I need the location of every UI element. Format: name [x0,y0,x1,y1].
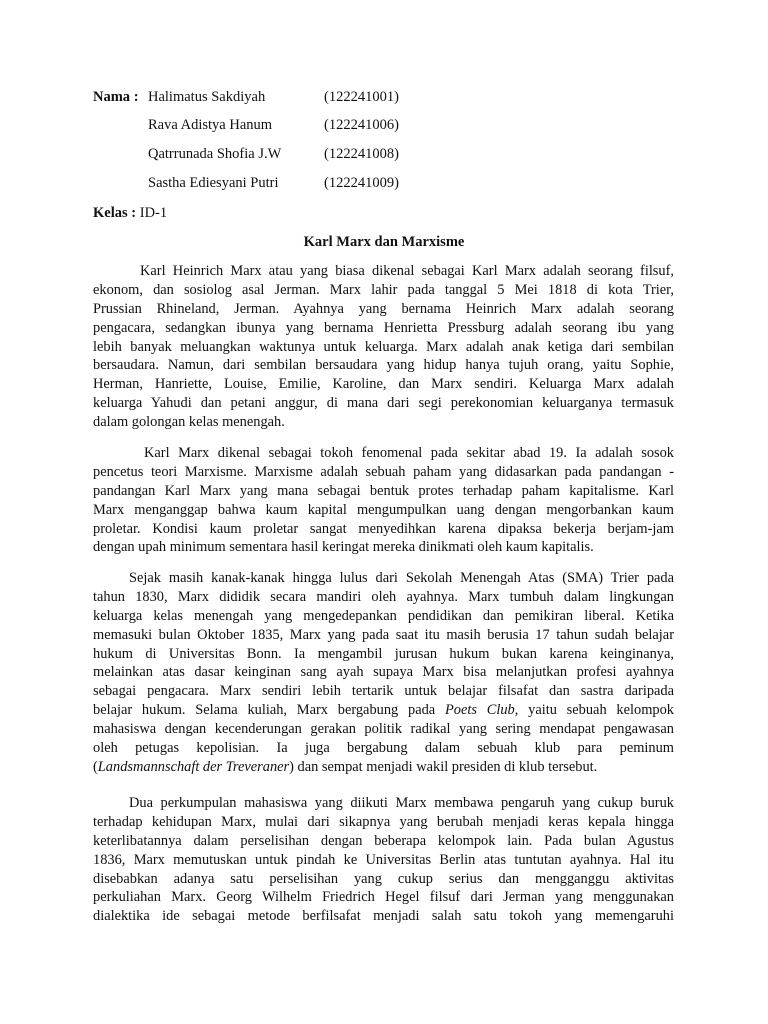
paragraph-line: sebagai pengacara. Marx sendiri lebih tertarik untuk belajar filsafat dan sastra daripada [93,683,674,700]
kelas-label: Kelas [93,205,128,221]
member-name: Halimatus Sakdiyah [148,89,266,105]
paragraph-line: Marx menganggap bahwa kaum kapital mengumpulkan uang dengan mengorbankan kaum [93,501,674,518]
nama-label-row [93,88,139,106]
paragraph-line: mahasiswa dengan kecenderungan gerakan politik radikal yang sering mendapat pengawasan [93,721,674,738]
paragraph-line: melainkan atas dasar keinginan sang ayah supaya Marx bisa melanjutkan profesi ayahnya [93,664,674,681]
paragraph-line: keluarga Yahudi dan petani anggur, di mana dari segi perekonomian keluarganya termasuk [93,395,674,412]
member-name: Qatrrunada Shofia J.W [148,146,282,162]
paragraph-line: proletar. Kondisi kaum proletar sangat menyedihkan karena dipaksa bekerja berjam-jam [93,520,674,537]
paragraph-line: pencetus teori Marxisme. Marxisme adalah sebuah paham yang didasarkan pada pandangan - [93,463,674,480]
line-text: ( [93,758,98,775]
member-name: Sastha Ediesyani Putri [148,175,279,191]
paragraph-line: Karl Heinrich Marx atau yang biasa dikenal sebagai Karl Marx adalah seorang filsuf, [140,263,674,279]
paragraph-line: pandangan Karl Marx yang mana sebagai bentuk protes terhadap paham kapitalisme. Karl [93,482,674,499]
member-nim: (122241001) [324,89,399,105]
paragraph-line: dengan upah minimum sementara hasil keringat mereka dinikmati oleh kaum kapitalis. [93,539,594,556]
paragraph-line: bersaudara. Namun, dari sembilan bersaudara yang hidup hanya tujuh orang, yaitu Sophie, [93,357,674,374]
paragraph-line: Sejak masih kanak-kanak hingga lulus dari Sekolah Menengah Atas (SMA) Trier pada [129,570,674,586]
paragraph-line: dalam golongan kelas menengah. [93,414,285,431]
paragraph-line: disebabkan adanya satu perselisihan yang cukup serius dan mengganggu aktivitas [93,870,674,887]
paragraph-line: 1836, Marx memutuskan untuk pindah ke Universitas Berlin atas tuntutan ayahnya. Hal itu [93,851,674,868]
nama-colon: : [133,89,139,105]
paragraph-line: oleh petugas kepolisian. Ia juga bergabung dalam sebuah klub para peminum [93,740,674,757]
kelas-colon: : [131,205,137,221]
document-title: Karl Marx dan Marxisme [303,234,465,250]
member-name: Rava Adistya Hanum [148,117,273,133]
line-text: ) dan sempat menjadi wakil presiden di klub tersebut. [289,758,598,775]
paragraph-line: keterlibatannya dalam perselisihan dengan beberapa kelompok lain. Pada bulan Agustus [93,832,674,849]
kelas-value: ID-1 [139,205,168,221]
member-nim: (122241006) [324,117,399,133]
paragraph-line: perkuliahan Marx. Georg Wilhelm Friedrich Hegel filsuf dari Jerman yang menggunakan [93,889,674,906]
paragraph-3 [93,569,674,777]
paragraph-line: tahun 1830, Marx dididik secara mandiri oleh ayahnya. Marx tumbuh dalam lingkungan [93,588,674,605]
paragraph-line: pengacara, sedangkan ibunya yang bernama Henrietta Pressburg adalah seorang ibu yang [93,319,674,336]
member-nim: (122241008) [324,146,399,162]
paragraph-line: Karl Marx dikenal sebagai tokoh fenomenal pada sekitar abad 19. Ia adalah sosok [144,445,674,461]
paragraph-line: keluarga kelas menengah yang mengedepankan pendidikan dan pemikiran liberal. Ketika [93,607,674,624]
paragraph-line: terhadap kehidupan Marx, mulai dari sikapnya yang berubah menjadi keras kepala hingga [93,813,674,830]
paragraph-line: Dua perkumpulan mahasiswa yang diikuti Marx membawa pengaruh yang cukup buruk [129,795,674,811]
paragraph-line [93,701,674,720]
line-text: belajar hukum. Selama kuliah, Marx bergabung pada [93,702,436,719]
italic-term: Landsmannschaft der Treveraner [97,758,290,775]
paragraph-line: dialektika ide sebagai metode berfilsafat menjadi salah satu tokoh yang memengaruhi [93,908,674,925]
kelas-row [93,204,167,222]
line-text: , yaitu sebuah kelompok [514,702,674,719]
paragraph-line: ekonom, dan sosiolog asal Jerman. Marx lahir pada tanggal 5 Mei 1818 di kota Trier, [93,281,674,298]
paragraph-line: lebih banyak meluangkan waktunya untuk keluarga. Marx adalah anak ketiga dari sembilan [93,338,674,355]
paragraph-4 [93,794,674,926]
member-nim: (122241009) [324,175,399,191]
nama-label: Nama [93,89,131,105]
paragraph-2 [93,444,674,557]
italic-term: Poets Club [444,702,515,719]
paragraph-line: memasuki bulan Oktober 1835, Marx yang pada saat itu masih berusia 17 tahun sudah belajar [93,626,674,643]
paragraph-line: hukum di Universitas Bonn. Ia mengambil jurusan hukum bukan karena keinginanya, [93,645,674,662]
paragraph-1 [93,262,674,432]
paragraph-line [93,758,674,777]
paragraph-line: Herman, Hanriette, Louise, Emilie, Karoline, dan Marx sendiri. Keluarga Marx adalah [93,376,674,393]
paragraph-line: Prussian Rhineland, Jerman. Ayahnya yang bernama Heinrich Marx adalah seorang [93,300,674,317]
